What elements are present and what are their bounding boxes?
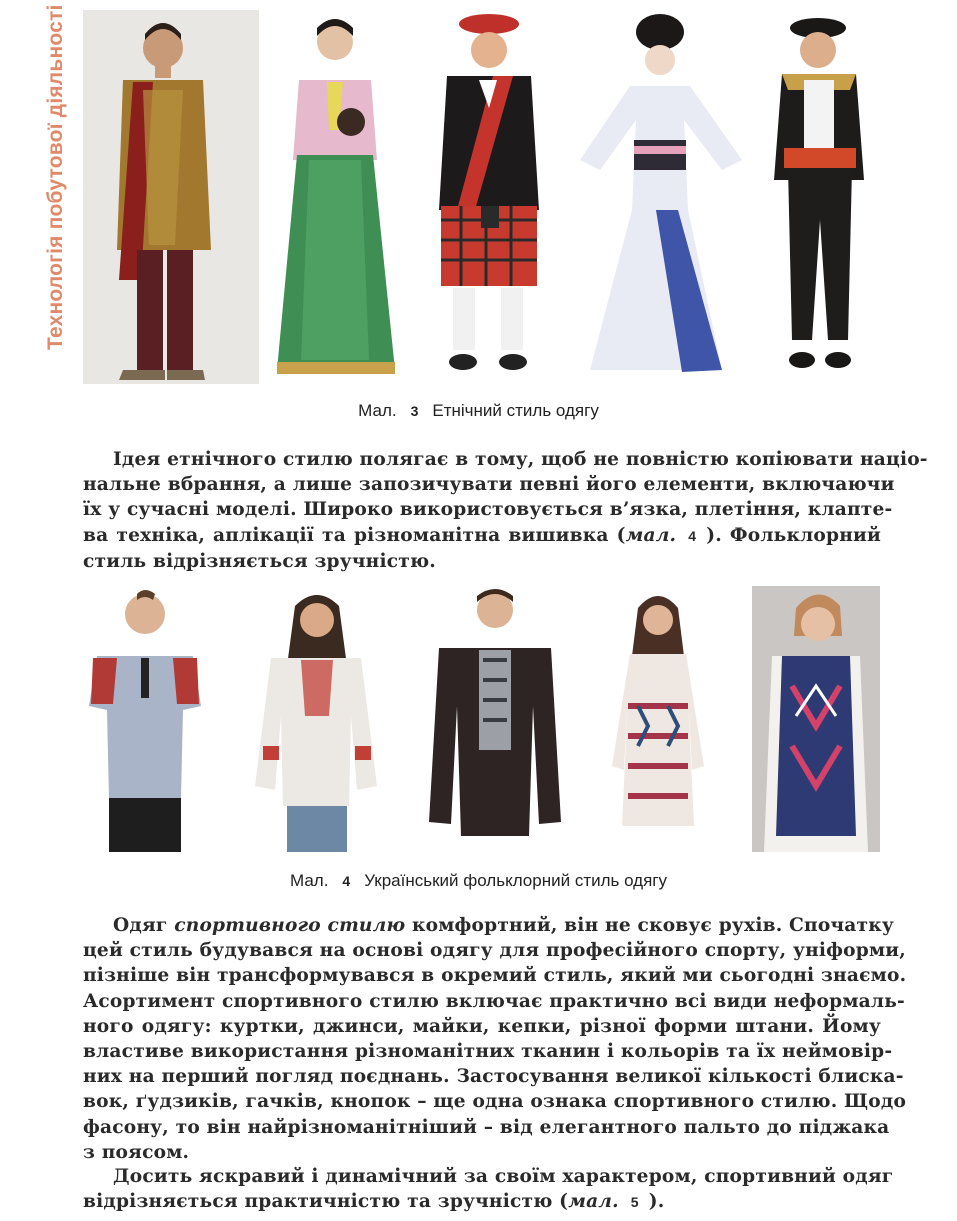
- photo-embroidered-blouse: [251, 586, 381, 852]
- photo-embroidered-tshirt: [83, 586, 207, 852]
- photo-scottish-kilt: [411, 10, 563, 384]
- text-line-with-reference: ва техніка, аплікації та різноманітна вишивка (мал. 4 ). Фольклорний: [83, 523, 881, 549]
- photo-black-vyshyvanka: [425, 586, 565, 852]
- paragraph-sport-style: [83, 913, 907, 1165]
- figure-reference-number: 5: [630, 1194, 639, 1211]
- figure-3-photos: [83, 10, 880, 384]
- text-line: фасону, то він найрізноманітніший – від елегантного пальто до піджака: [83, 1116, 890, 1138]
- text-line: нальне вбрання, а лише запозичувати певні його елементи, включаючи: [83, 474, 895, 496]
- text-line: їх у сучасні моделі. Широко використовується в’язка, плетіння, клапте-: [83, 499, 893, 521]
- figure-4-photos: [83, 586, 880, 852]
- text-line: з поясом.: [83, 1141, 190, 1163]
- figure-4-caption-text: Український фольклорний стиль одягу: [364, 871, 668, 890]
- photo-embroidered-dress: [608, 586, 708, 852]
- figure-reference-label: мал.: [625, 524, 677, 546]
- figure-3-caption: [0, 401, 957, 421]
- photo-japanese-kimono: [572, 10, 750, 384]
- figure-4-caption: [0, 871, 957, 891]
- photo-knitted-vest: [752, 586, 880, 852]
- figure-4-number: 4: [342, 873, 351, 889]
- photo-indian-costume: [83, 10, 259, 384]
- figure-reference-label: мал.: [568, 1191, 619, 1213]
- text-line-with-reference: відрізняється практичністю та зручністю (мал. 5 ).: [83, 1189, 881, 1215]
- photo-spanish-matador: [760, 10, 880, 384]
- paragraph-sport-practicality: [83, 1164, 894, 1215]
- text-line: Досить яскравий і динамічний за своїм характером, спортивний одяг: [113, 1166, 894, 1187]
- text-line: пізніше він трансформувався в окремий стиль, який ми сьогодні знаємо.: [83, 965, 907, 987]
- text-line: властиве використання різноманітних тканин і кольорів та їх неймовір-: [83, 1041, 893, 1063]
- text-line: них на перший погляд поєднань. Застосування великої кількості блиска-: [83, 1066, 904, 1088]
- text-line: Ідея етнічного стилю полягає в тому, щоб не повністю копіювати націо-: [113, 449, 928, 470]
- figure-4-label: Мал.: [289, 871, 329, 890]
- term-sport-style: спортивного стилю: [174, 915, 406, 936]
- text-line: Асортимент спортивного стилю включає практично всі види неформаль-: [83, 990, 905, 1012]
- figure-3-label: Мал.: [358, 401, 397, 420]
- text-line: цей стиль будувався на основі одягу для професійного спорту, уніформи,: [83, 940, 906, 962]
- text-line: ного одягу: куртки, джинси, майки, кепки, різної форми штани. Йому: [83, 1015, 881, 1037]
- side-section-title: Технологія побутової діяльності: [44, 4, 67, 350]
- text-line-with-term: Одяг спортивного стилю комфортний, він не сковує рухів. Спочатку: [113, 915, 894, 936]
- figure-3-caption-text: Етнічний стиль одягу: [432, 401, 599, 420]
- paragraph-ethnic-style: [83, 447, 928, 574]
- figure-3-number: 3: [410, 403, 419, 419]
- text-line: стиль відрізняється зручністю.: [83, 550, 436, 572]
- figure-reference-number: 4: [688, 527, 697, 544]
- photo-korean-hanbok: [269, 10, 401, 384]
- text-line: вок, ґудзиків, гачків, кнопок – ще одна ознака спортивного стилю. Щодо: [83, 1091, 907, 1113]
